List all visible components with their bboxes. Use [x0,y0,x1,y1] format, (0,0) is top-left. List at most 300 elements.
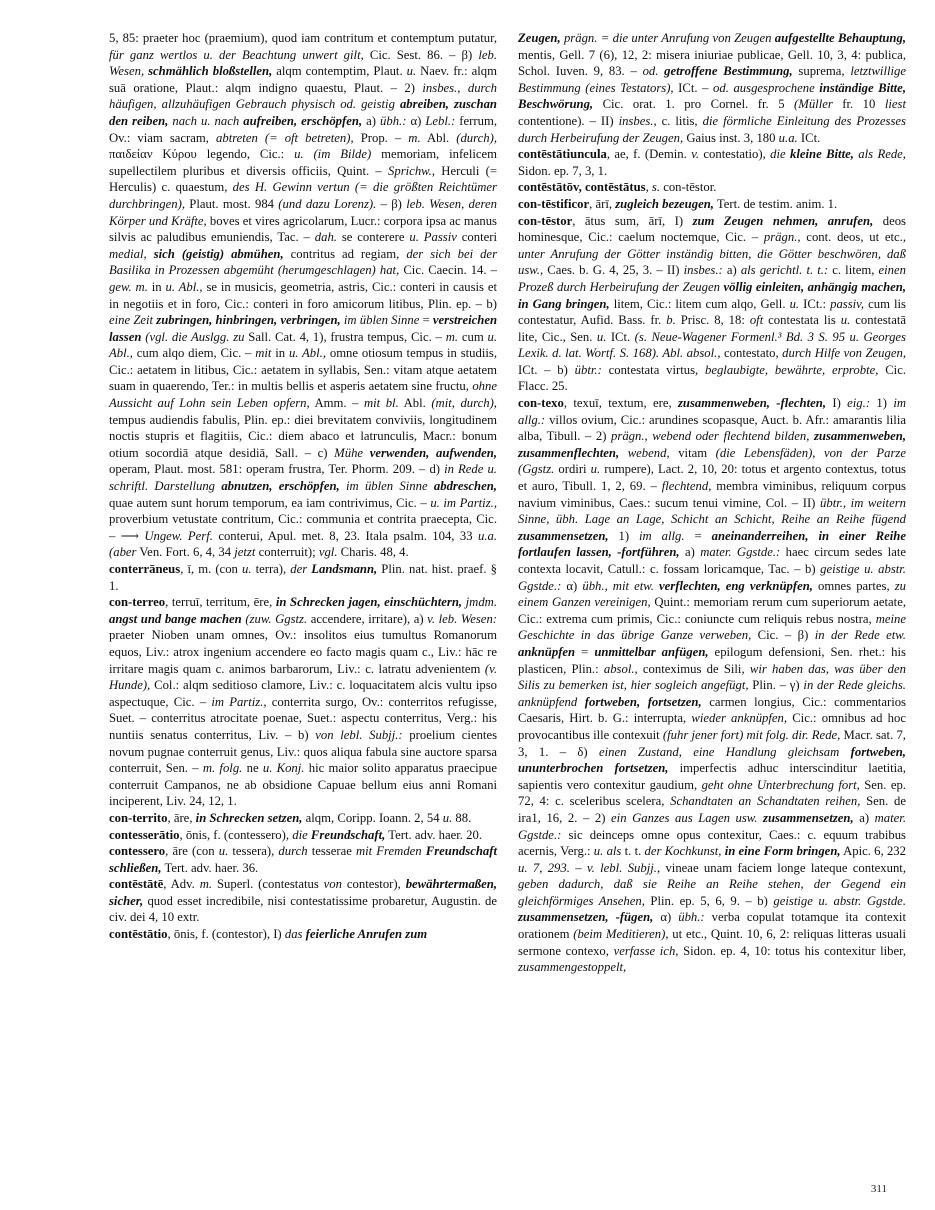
entry-text: im üblen Sinne [339,479,434,494]
entry-text: zusammensetzen, [763,810,854,825]
entry-text: prägn., webend oder flechtend bilden, [611,429,814,444]
entry-text: Plin. nat. hist. praef. § 1. [109,562,497,593]
entry-text: in Schrecken setzen, [195,810,303,825]
entry-text: praeter Nioben unam omnes, Ov.: insolitos eius tumultus Romanorum equos, Liv.: atrox ingenium accendere eo facto magis quam c., Liv.: hāc re irritare magis quam c. animos barbarorum, Liv.: c. latratu advenientem [109,628,497,676]
entry-text: ICt. – [673,80,714,95]
entry-text: vgl. [318,545,338,560]
entry-text: (beim Meditieren), [573,927,669,942]
entry-text: Caes. b. G. 4, 25, 3. – II) [543,263,684,278]
entry-text: Sidon. ep. 4, 10: totus his contexitur liber, [678,943,906,958]
entry-text: verflechten, eng verknüpfen, [659,578,813,593]
entry-text: villos ovium, Cic.: arundines scopasque, Auct. b. Afr.: amarantis lilia alba, Tibull. – 2) [518,412,906,444]
entry-text: eine Zeit [109,313,157,328]
entry-text: m. [199,877,213,892]
entry-text: webend, [619,445,670,460]
entry-text: (fuhr jener fort) mit folg. dir. Rede, [662,727,841,742]
entry-text: mit [255,346,272,361]
entry-text: in Schrecken jagen, einschüchtern, [275,595,463,610]
entry-text: , āre, [167,810,196,825]
headword: contēstātio [109,927,168,942]
entry-text: gew. m. [109,279,148,294]
entry-text: Apic. 6, 232 [840,844,906,859]
entry-text: = [419,313,433,328]
entry-text: u. im Partiz., [430,495,497,510]
entry-text: zusammensetzen, [518,528,609,543]
entry-text: contestatā lite, Cic., Sen. [518,313,906,344]
entry-text: haec circum sedes late contexta locavit, Catull.: c. fossam loricamque, Tac. – b) [518,545,906,576]
entry-text: Col.: alqm seditioso clamore, Liv.: c. loquacitatem alcis vultu ipso aspectuque, Cic. – [109,678,497,709]
entry-text: cont. deos, ut etc., [800,230,907,245]
entry-text: u. als [593,844,622,859]
entry-text: im üblen Sinne [340,313,420,328]
entry-text: Cic. Caecin. 14. – [399,263,497,278]
entry-text: Superl. (contestatus [212,877,324,892]
entry-text: a) [362,113,380,128]
entry-text: Freundschaft, [310,827,386,842]
entry-text: schmählich bloßstellen, [148,64,273,79]
entry-text: contentione). – II) [518,113,619,128]
entry-text: mit Fremden [355,844,426,859]
entry-text: contestatio), [699,147,771,162]
entry-text: (zuw. Ggstz. [245,611,308,626]
dictionary-entry [518,213,906,396]
entry-text: α) [561,578,583,593]
entry-text: dah. [314,230,337,245]
entry-text: zugleich bezeugen, [615,196,714,211]
entry-text: prägn. = die unter Anrufung von Zeugen [560,31,775,45]
entry-text: tessera), [228,844,279,859]
entry-text: insbes., [618,113,657,128]
entry-text: v. lebl. Subjj., [586,860,661,875]
entry-text: übtr.: [574,362,602,377]
entry-text: flechtend, [661,479,712,494]
entry-text: Cic. – β) [751,628,815,643]
entry-text: Cic. Sest. 86. – β) [363,47,479,62]
entry-text: letztwillige Bestimmung (eines Testators), [518,64,907,95]
dictionary-entry [109,926,497,943]
dictionary-entry [109,827,497,844]
entry-text: u. Passiv [409,230,457,245]
entry-text: , ōnis, f. (contessero), [179,827,293,842]
entry-text: feierliche Anrufen zum [305,927,428,942]
entry-text: tesserae [307,844,356,859]
right-column [518,30,906,976]
entry-text: abreiben, zuschan den reiben, [109,97,497,128]
entry-text: Gaius inst. 3, 180 [683,130,779,145]
entry-text: sich (geistig) abmühen, [153,246,284,261]
entry-text: se in musicis, geometria, astris, Cic.: conteri in causis et in negotiis et in foro, Cic.: conteri in foro amicorum litibus, Plin. ep. – b) [109,279,497,311]
entry-text: mit bl. [363,396,399,411]
entry-text: 1) [608,528,640,543]
headword: contēstātōv, contēstātus [518,180,646,195]
entry-text: (vgl. die Auslgg. zu [145,329,245,344]
entry-text: , ōnis, f. (contestor), I) [167,927,285,942]
entry-text: (aber [109,545,137,560]
entry-text: zusammenweben, -flechten, [677,396,826,411]
entry-text: terra), [251,562,291,576]
entry-text: (durch), [456,130,497,145]
left-column [109,30,497,943]
entry-text: conterrita surgo, Ov.: conterritos refugisse, Suet. – conterritus atrocitate poenae, Suet.: aspectu conterritus, Verg.: his nuntiis senatus conterritus, Liv. – b) [109,694,497,742]
entry-text: übh.: [380,113,407,128]
entry-text: inständige Bitte, Beschwörung, [518,80,906,112]
headword: contessero [109,844,166,859]
entry-text: , ātus sum, ārī, I) [572,213,693,228]
entry-text: liest [884,97,907,112]
entry-text: membra viminibus, reliquum corpus navium viminibus, Caes.: sucum tenui vimine, Col. – II) [518,479,906,510]
entry-text: in der Rede gleichs. anknüpfend [518,678,906,709]
entry-text: als Rede, [853,147,906,162]
entry-text: u. [840,313,851,328]
entry-text: u.a. [778,130,798,145]
entry-text: geben dadurch, daß sie Reihe an Reihe stehen, der Gegend ein gleichförmiges Ansehen, [518,877,906,908]
entry-text: alqm, Coripp. Ioann. 2, 54 [302,810,443,825]
entry-text: litem, Cic.: litem cum alqo, Gell. [609,296,790,311]
entry-text: Tert. adv. haer. 20. [385,827,483,842]
entry-text: v. leb. Wesen: [427,611,498,626]
entry-text: 5, 85: praeter hoc (praemium), quod iam contritum et contemptum putatur, [109,31,497,45]
entry-text: mater. Ggstde.: [700,545,781,560]
entry-text: Zeugen, [518,31,561,45]
entry-text: mater. Ggstde.: [518,810,907,842]
entry-text: α) [653,910,679,925]
entry-text: c. litis, [656,113,703,128]
entry-continuation [518,30,906,146]
entry-text: , [645,180,652,195]
entry-text: fortweben, ununterbrochen fortsetzen, [518,744,906,776]
entry-text: aufreiben, erschöpfen, [243,113,363,128]
entry-text: der [290,562,312,576]
entry-text: contestato, [720,346,783,361]
entry-text: – β) [376,196,407,211]
entry-text: (Müller [794,97,833,112]
entry-text: aneinanderreihen, in einer Reihe fortlaufen lassen, -fortführen, [518,528,906,560]
entry-text: verstreichen lassen [109,313,498,344]
entry-text: contestata lis [763,313,841,328]
entry-text: , Adv. [163,877,200,892]
entry-text: zusammenweben, zusammenflechten, [518,429,906,460]
entry-text: vitam [669,445,716,460]
entry-text: Sidon. ep. 7, 3, 1. [518,163,608,178]
entry-text: 88. [452,810,472,825]
entry-text: conterruit); [255,545,319,560]
entry-text: die [292,827,311,842]
entry-text: cum [458,329,488,344]
dictionary-entry [518,146,906,179]
entry-text: Cic. Flacc. 25. [518,362,906,394]
dictionary-entry [518,179,906,196]
entry-text: sic deinceps omne opus contexitur, Caes.: c. equum trabibus acernis, Verg.: [518,827,906,859]
entry-text: contritus ad regiam, [283,246,407,261]
entry-text: proelium cientes novum pugnae conterruit genus, Liv.: quos aliqua fabula sine auctore sparsa conterruit, Sen. – [109,727,498,776]
entry-text: angst und bange machen [109,611,242,626]
entry-text: leb. Wesen, [109,47,497,79]
entry-text: contestor), [342,877,406,892]
entry-text: unter Anrufung der Götter inständig bitten, die Götter beschwören, daß usw., [518,246,906,278]
entry-text: geht ohne Unterbrechung fort, [701,777,860,792]
entry-text: s. [651,180,661,195]
headword: contēstātē [109,877,164,892]
entry-text: aufgestellte Behauptung, [774,31,906,45]
entry-text: contestata virtus, [601,362,705,377]
entry-text: , terruī, territum, ēre, [165,595,276,610]
entry-text: u. [596,329,607,344]
entry-text: epilogum defensioni, Sen. rhet.: his plasticen, Plin.: [518,644,906,676]
entry-text: abtreten (= oft betreten), [216,130,354,145]
entry-text: Plaut. most. 984 [185,196,279,211]
entry-text: cum alqo diem, Cic. – [132,346,256,361]
entry-text: prägn., [763,230,801,245]
entry-text: fr. 10 [832,97,885,112]
entry-text: omnes partes, [812,578,895,593]
entry-text: unmittelbar anfügen, [594,644,709,659]
entry-text: accendere, irritare), a) [307,611,428,626]
entry-text: ne [242,761,263,776]
entry-text: in [271,346,289,361]
headword: conterrāneus [109,562,181,576]
entry-text: carmen longius, Cic.: commentarios Caesaris, Hirt. b. G.: interrupta, [518,694,906,726]
entry-text: Schandtaten an Schandtaten reihen, [670,794,861,809]
entry-text: als gerichtl. t. t.: [740,263,829,278]
entry-text: Quint.: memoriam rerum cum superiorum aetate, Cic.: extrema cum primis, Cic.: coniuncte cum reliquis rebus nostra, [518,595,906,626]
entry-text: conteri [456,230,497,245]
headword: contēstātiuncula [518,147,607,162]
entry-text: u. 7, 293. [518,860,570,875]
entry-text: zu einem Ganzen vereinigen, [518,578,907,610]
entry-text: (mit, durch), [431,396,497,411]
entry-text: übh.: [678,910,705,925]
entry-text: u. [406,64,417,79]
entry-text: (s. Neue-Wagener Formenl.³ Bd. 3 S. 95 u. Georges Lexik. d. lat. Wortf. S. 168). Abl. absol., [518,329,906,361]
entry-text: abnutzen, erschöpfen, [221,479,340,494]
entry-text: getroffene Bestimmung, [664,64,793,79]
entry-text: Freundschaft schließen, [109,844,497,875]
entry-text: von lebl. Subjj.: [315,727,403,742]
entry-text: bewährtermaßen, sicher, [109,877,497,908]
entry-text: ICt. [797,130,821,145]
entry-text: suprema, [792,64,851,79]
entry-text: u. Konj. [262,761,305,776]
entry-text: , āre (con [165,844,219,859]
entry-text: od. [642,64,665,79]
entry-text: Abl. [398,396,432,411]
entry-text: oft [749,313,764,328]
headword: con-tēstor [518,213,573,228]
entry-text: Sen. ep. 72, 4: c. sceleribus scelera, [518,777,906,809]
entry-text: abdreschen, [433,479,497,494]
entry-text: fortweben, fortsetzen, [584,694,702,709]
entry-text: ferrum, Ov.: viam sacram, [109,113,497,145]
entry-text: ut etc., Quint. 10, 6, 2: reliquas litteras usuali sermone contexo, [518,927,906,958]
entry-text: das [284,927,306,942]
entry-text: u. Abl., [109,329,497,361]
entry-text: insbes., durch häufigen, allzuhäufigen Gebrauch physisch od. geistig [109,80,497,112]
entry-text: u. [218,844,229,859]
entry-text: mentis, Gell. 7 (6), 12, 2: misera iniuriae publicae, Gell. 10, 3, 4: publica, Schol. Iuven. 9, 83. – [518,47,906,79]
headword: con-territo [109,810,168,825]
entry-text: der sich bei der Basilika in Prozessen abgemüht (herumgeschlagen) hat, [109,246,498,278]
entry-text: in Rede u. schriftl. Darstellung [109,462,497,494]
entry-text: , ī, m. (con [180,562,242,576]
entry-text: Abl. [420,130,457,145]
entry-text: geistige u. abstr. Ggstde. [773,893,906,908]
entry-text: (v. Hunde), [109,661,497,693]
entry-text: von [323,877,342,892]
dictionary-entry [518,196,906,213]
dictionary-entry [109,810,497,827]
dictionary-entry [109,876,497,926]
entry-text: ein Ganzes aus Lagen usw. [611,810,764,825]
entry-text: ICt. [606,329,635,344]
entry-text: Amm. – [309,396,364,411]
entry-text: übh., mit etw. [582,578,660,593]
entry-text: medial, [109,246,147,261]
entry-text: (die Lebensfäden), von der Parze (Ggstz. [518,445,906,477]
entry-text: Tert. de testim. anim. 1. [713,196,838,211]
entry-text: Sprichw., [388,163,436,178]
entry-text: Lebl.: [425,113,456,128]
entry-text: rumpere), Lact. 2, 10, 20: totus et argento contextus, totus et auro, Tibull. 1, 2, 69. – [518,462,906,494]
entry-text: con-tēstor. [660,180,717,195]
entry-text: Landsmann, [311,562,378,576]
entry-text: α) [406,113,426,128]
entry-text: Tert. adv. haer. 36. [161,860,259,875]
entry-text: zusammensetzen, -fügen, [518,910,654,925]
entry-text: Prisc. 8, 18: [675,313,750,328]
entry-text: u. Abl., [288,346,327,361]
entry-text: kleine Bitte, [790,147,854,162]
entry-text: ordiri [554,462,591,477]
entry-text: ohne Aussicht auf Lohn sein Leben opfern, [109,379,497,411]
entry-text: für ganz wertlos u. der Beachtung unwert gilt, [109,47,364,62]
entry-text: die förmliche Einleitung des Prozesses durch Herbeirufung der Zeugen, [518,113,906,145]
entry-text: omne otiosum tempus in studiis, Cic.: aetatem in litibus, Cic.: aetatem in syllabis, Sen.: vitam atque aetatem suam in quaerendo, Ter.: in multis bellis et asperis aetatem sine fructu, [109,346,498,394]
entry-text: t. t. [621,844,645,859]
entry-text: ICt. – b) [518,362,575,377]
entry-text: conteximus de Sili, [637,661,750,676]
entry-text: wieder anknüpfen, [691,711,788,726]
entry-text: b. [666,313,676,328]
entry-text: (und dazu Lorenz). [278,196,377,211]
entry-text: zubringen, hinbringen, verbringen, [156,313,341,328]
entry-text: Herculi (= Herculis) c. quaestum, [109,163,497,195]
entry-text: hic maior solito apparatus praecipue conterruit Campanos, ne ab obsidione Capuae bellum eius anni Romani inciperent, Liv. 24, 12, 1. [109,761,497,809]
entry-text: insbes.: [683,263,723,278]
entry-text: beglaubigte, bewährte, erprobte, [704,362,879,377]
entry-text: wir haben das, was über den Silis zu bemerken ist, hier sogleich angefügt, [518,661,906,693]
entry-text: Ven. Fort. 6, 4, 34 [136,545,235,560]
entry-text: jetzt [234,545,256,560]
entry-text: Macr. sat. 7, 3, 1. – δ) [518,727,906,759]
entry-text: einen Zustand, eine Handlung gleichsam [599,744,851,759]
entry-text: Cic. orat. 1. pro Cornel. fr. 5 [593,97,795,112]
entry-text: im allg.: [518,396,906,427]
entry-text: m. folg. [202,761,243,776]
entry-text: im allg. [639,528,685,543]
entry-text: a) [722,263,741,278]
entry-text: quod esset incredibile, nisi contestatissime probaretur, Augustin. de civ. dei 4, 10 extr. [109,893,497,925]
entry-text: a) [853,810,875,825]
entry-text: c. litem, [828,263,879,278]
entry-text: od. ausgesprochene [713,80,820,95]
entry-text: zum Zeugen nehmen, anrufen, [692,213,874,228]
entry-text: im Partiz., [211,694,267,709]
entry-text: I) [826,396,848,411]
entry-text: imperfectis adhuc interscinditur laetitia, sapientis vero contexitur gaudium, [518,761,906,792]
entry-text: m. [445,329,459,344]
entry-text: durch [278,844,308,859]
entry-text: boves et vires agricolarum, Lucr.: corpora ipsa ac manus silvis ac paludibus emuniendis, Tac. – [109,213,497,245]
entry-text: se conterere [336,230,410,245]
page-number: 311 [870,1183,887,1195]
entry-text: Plin. – γ) [748,678,804,693]
entry-text: u. [442,810,453,825]
entry-text: nach u. nach [168,113,244,128]
entry-text: übtr., im weitern Sinne, übh. Lage an Lage, Schicht an Schicht, Reihe an Reihe fügend [518,495,906,527]
entry-text: alqm contemptim, Plaut. [272,64,407,79]
entry-text: v. [691,147,700,162]
entry-text: Prop. – [353,130,409,145]
entry-text: deos hominesque, Cic.: caelum noctemque, Cic. – [518,213,906,245]
entry-text: quae autem sunt horum temporum, ea iam contrivimus, Cic. – [109,495,431,510]
entry-text: die [770,147,790,162]
dictionary-entry [518,395,906,976]
headword: con-texo [518,396,564,411]
entry-text: conterui, Apul. met. 8, 23. Itala psalm. 104, 33 [212,528,478,543]
entry-text: jmdm. [462,595,497,610]
entry-text: anknüpfen [518,644,576,659]
dictionary-entry [109,561,497,594]
entry-text: cum lis contestatur, Aufid. Bass. fr. [518,296,906,328]
entry-text: u. [789,296,800,311]
entry-text: Naev. fr.: alqm suā oratione, Plaut.: alqm indigno quaestu, Plaut. – 2) [109,64,497,95]
entry-text [147,247,154,261]
entry-text: verfasse ich, [613,943,679,958]
entry-text: m. [408,130,421,145]
entry-text: u.a. [477,528,497,543]
entry-text: passiv, [830,296,865,311]
entry-text: eig.: [847,396,871,411]
entry-text: u. [241,562,252,576]
entry-text: u. Abl., [165,279,203,294]
entry-text: u. [590,462,601,477]
dictionary-entry [109,843,497,876]
entry-text: = [684,528,712,543]
entry-text: , ae, f. (Demin. [606,147,692,162]
entry-text: meine Geschichte in das übrige Ganze verweben, [518,611,906,643]
entry-text: geistige u. abstr. Ggstde.: [518,562,906,593]
entry-text: durch Hilfe von Zeugen, [782,346,906,361]
entry-text: u. (im Bilde) [294,147,372,162]
entry-text: in der Rede etw. [814,628,906,643]
entry-text: tempus audiendis fabulis, Plin. ep.: diei brevitatem conviviis, longitudinem noctis stupris et flagitiis, Cic.: diem abaco et latrunculis, Macr.: bonum otium socordiā atque desidiā, Sall. – c) [109,412,497,460]
entry-text: – [569,860,587,875]
entry-text: Sall. Cat. 4, 1), frustra tempus, Cic. – [244,329,446,344]
entry-text: absol., [603,661,638,676]
entry-text: proverbium vetustate contritum, Cic.: communia et contrita praecepta, Cic. – ⟶ [109,512,497,543]
entry-text: operam, Plaut. most. 581: operam frustra, Ter. Phorm. 209. – d) [109,462,445,477]
entry-text: Charis. 48, 4. [337,545,409,560]
entry-text: völlig einleiten, anhängig machen, in Gang bringen, [518,279,907,311]
entry-text: = [575,644,595,659]
entry-text: Plin. ep. 5, 6, 9. – b) [644,893,774,908]
entry-text: vineae unam faciem longe lateque contexunt, [660,860,907,875]
entry-text: zusammengestoppelt, [518,960,627,975]
entry-text: a) [679,545,701,560]
entry-text: Ungew. Perf. [144,528,213,543]
entry-continuation [109,30,497,561]
entry-text: ICt.: [799,296,831,311]
